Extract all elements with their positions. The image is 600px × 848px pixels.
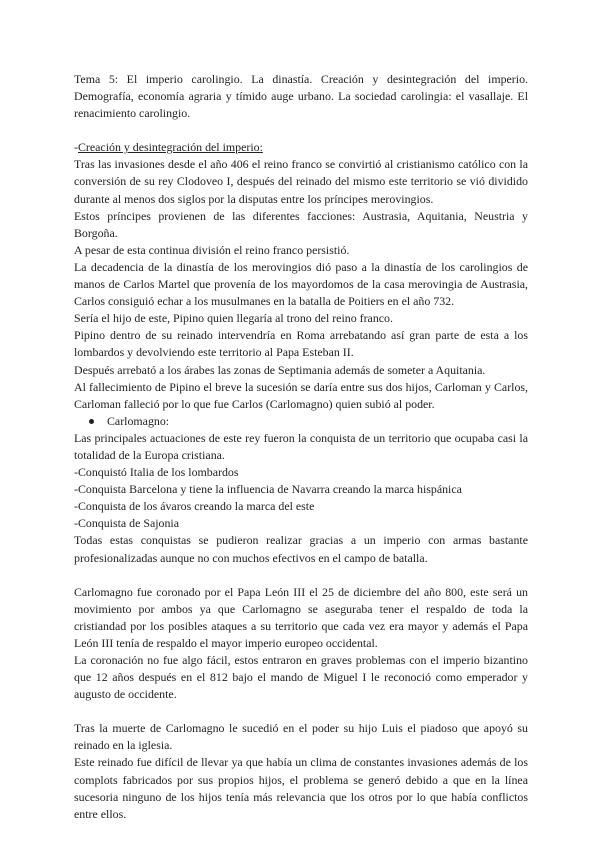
paragraph: Pipino dentro de su reinado intervendría en Roma arrebatando así gran parte de esta a los lombardos y devolviendo este territorio al Papa Esteban II. [74,328,528,360]
paragraph: La coronación no fue algo fácil, estos entraron en graves problemas con el imperio bizantino que 12 años después en el 812 bajo el mando de Miguel I le reconoció como emperador y augusto de occidente. [74,653,528,702]
paragraph: Después arrebató a los árabes las zonas de Septimania además de someter a Aquitania. [74,362,486,377]
list-item: -Conquista de los ávaros creando la marca del este [74,499,315,514]
paragraph: Tras la muerte de Carlomagno le sucedió en el poder su hijo Luis el piadoso que apoyó su reinado en la iglesia. [74,721,528,753]
paragraph: Carlomagno fue coronado por el Papa León III el 25 de diciembre del año 800, este será un movimiento por ambos ya que Carlomagno se aseguraba tener el respaldo de toda la cristiandad por los posibles ataques a su territorio que cada vez era mayor y además el Papa León III tenía de respaldo el mayor imperio europeo occidental. [74,584,528,650]
spacer [74,703,528,720]
section-heading: Creación y desintegración del imperio: [77,140,263,155]
spacer [74,567,528,584]
bullet-list [74,413,528,430]
list-item: -Conquistó Italia de los lombardos [74,465,239,480]
paragraph: Sería el hijo de este, Pipino quien llegaría al trono del reino franco. [74,311,393,326]
paragraph: Tras las invasiones desde el año 406 el reino franco se convirtió al cristianismo católico con la conversión de su rey Clodoveo I, después del reinado del mismo este territorio se vió dividido durante al menos dos siglos por la disputas entre los príncipes merovingios. [74,157,528,206]
paragraph: Todas estas conquistas se pudieron realizar gracias a un imperio con armas bastante profesionalizadas aunque no con muchos efectivos en el campo de batalla. [74,533,528,565]
paragraph: Estos príncipes provienen de las diferentes facciones: Austrasia, Aquitania, Neustria y Borgoña. [74,208,528,240]
document-title: Tema 5: El imperio carolingio. La dinastía. Creación y desintegración del imperio. Demografía, economía agraria y tímido auge urbano. La sociedad carolingia: el vasallaje. El renacimiento carolingio. [74,72,528,121]
document-page [74,71,528,823]
section-heading-prefix: - [74,140,78,155]
paragraph: Este reinado fue difícil de llevar ya que había un clima de constantes invasiones además de los complots fabricados por sus propios hijos, el problema se generó debido a que en la línea sucesoria ninguno de los hijos tenía más relevancia que los otros por lo que había conflictos entre ellos. [74,755,528,821]
spacer [74,122,528,139]
section-heading-line [74,139,528,156]
list-item: -Conquista de Sajonia [74,516,180,531]
paragraph: Las principales actuaciones de este rey fueron la conquista de un territorio que ocupaba casi la totalidad de la Europa cristiana. [74,430,528,462]
bullet-item-carlomagno: Carlomagno: [74,413,528,430]
paragraph: A pesar de esta continua división el reino franco persistió. [74,242,350,257]
paragraph: Al fallecimiento de Pipino el breve la sucesión se daría entre sus dos hijos, Carloman y Carlos, Carloman falleció por lo que fue Carlos (Carlomagno) quien subió al poder. [74,379,528,411]
paragraph: La decadencia de la dinastía de los merovingios dió paso a la dinastía de los carolingios de manos de Carlos Martel que provenía de los mayordomos de la casa merovingia de Austrasia, Carlos consiguió echar a los musulmanes en la batalla de Poitiers en el año 732. [74,259,528,309]
list-item: -Conquista Barcelona y tiene la influencia de Navarra creando la marca hispánica [74,482,462,497]
